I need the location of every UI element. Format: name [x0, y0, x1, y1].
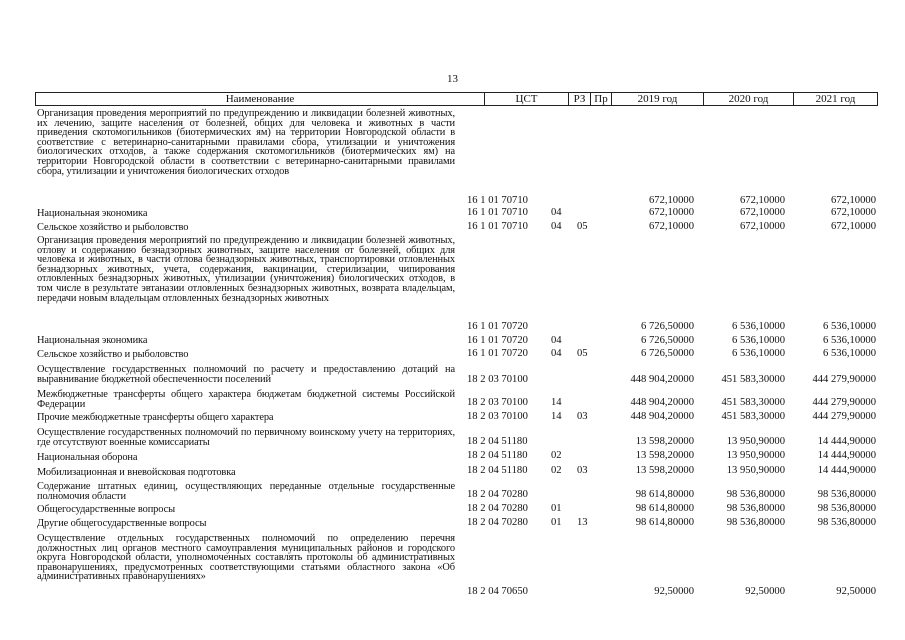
row-2019: 672,10000: [648, 221, 694, 232]
row-rz: 14: [551, 411, 562, 422]
row-2021: 98 536,80000: [817, 489, 876, 500]
row-2021: 14 444,90000: [817, 450, 876, 461]
row-name: Осуществление государственных полномочий по первичному воинскому учету на территориях, где отсутствуют военные комиссариаты: [37, 427, 455, 448]
row-2019: 672,10000: [648, 207, 694, 218]
row-cst: 18 2 04 70650: [467, 586, 528, 597]
row-rz: 04: [551, 221, 562, 232]
row-name: Осуществление государственных полномочий по расчету и предоставлению дотаций на выравнивание бюджетной обеспеченности поселений: [37, 364, 455, 385]
row-2020: 98 536,80000: [726, 517, 785, 528]
row-name: Сельское хозяйство и рыболовство: [37, 349, 189, 360]
row-2020: 6 536,10000: [732, 321, 785, 332]
row-2020: 13 950,90000: [726, 450, 785, 461]
row-2020: 672,10000: [739, 195, 785, 206]
row-2021: 444 279,90000: [812, 397, 876, 408]
row-2020: 6 536,10000: [732, 348, 785, 359]
row-2020: 672,10000: [739, 207, 785, 218]
row-name: Национальная оборона: [37, 452, 138, 463]
row-2021: 98 536,80000: [817, 503, 876, 514]
row-2019: 448 904,20000: [630, 411, 694, 422]
page-number: 13: [447, 73, 458, 85]
row-2020: 92,50000: [745, 586, 785, 597]
row-name: Организация проведения мероприятий по предупреждению и ликвидации болезней животных, отлову и содержанию безнадзорных животных, защите населения от болезней, общих для человека и животных, в части отлова безнадзорных животных, транспортировки отловленных безнадзорных животных, учета, содержания, вакцинации, стерилизации, чипирования отловленных безнадзорных животных, утилизации (уничтожения) биологических отходов, в том числе в результате эвтаназии отловленных безнадзорных животных, возврата владельцам, передачи новым владельцам отловленных безнадзорных животных: [37, 235, 455, 304]
row-cst: 18 2 04 51180: [467, 450, 528, 461]
row-2019: 6 726,50000: [641, 348, 694, 359]
row-2020: 98 536,80000: [726, 503, 785, 514]
row-2019: 6 726,50000: [641, 335, 694, 346]
row-rz: 04: [551, 207, 562, 218]
row-2021: 98 536,80000: [817, 517, 876, 528]
row-name: Осуществление отдельных государственных полномочий по определению перечня должностных лиц органов местного самоуправления муниципальных районов и городского округа Новгородской области, уполномоченных составлять протоколы об административных правонарушениях, предусмотренных соответствующими статьями областного закона «Об административных правонарушениях»: [37, 533, 455, 583]
row-name: Сельское хозяйство и рыболовство: [37, 222, 189, 233]
row-pr: 05: [577, 348, 588, 359]
row-2019: 98 614,80000: [635, 489, 694, 500]
row-2019: 98 614,80000: [635, 503, 694, 514]
row-2019: 13 598,20000: [635, 465, 694, 476]
header-name: Наименование: [36, 93, 485, 105]
row-2021: 14 444,90000: [817, 436, 876, 447]
row-rz: 04: [551, 348, 562, 359]
row-pr: 05: [577, 221, 588, 232]
row-2020: 13 950,90000: [726, 465, 785, 476]
row-pr: 03: [577, 465, 588, 476]
row-2020: 6 536,10000: [732, 335, 785, 346]
row-cst: 18 2 04 70280: [467, 503, 528, 514]
row-2021: 444 279,90000: [812, 374, 876, 385]
row-2019: 448 904,20000: [630, 397, 694, 408]
row-name: Межбюджетные трансферты общего характера бюджетам бюджетной системы Российской Федерации: [37, 389, 455, 410]
row-2021: 672,10000: [830, 221, 876, 232]
row-cst: 18 2 03 70100: [467, 411, 528, 422]
row-cst: 16 1 01 70720: [467, 335, 528, 346]
row-cst: 16 1 01 70720: [467, 321, 528, 332]
row-cst: 16 1 01 70710: [467, 207, 528, 218]
row-rz: 01: [551, 517, 562, 528]
row-name: Мобилизационная и вневойсковая подготовка: [37, 467, 236, 478]
row-2020: 451 583,30000: [721, 397, 785, 408]
row-2021: 6 536,10000: [823, 348, 876, 359]
row-2021: 92,50000: [836, 586, 876, 597]
row-2019: 92,50000: [654, 586, 694, 597]
row-cst: 18 2 04 70280: [467, 489, 528, 500]
row-cst: 18 2 04 51180: [467, 436, 528, 447]
row-cst: 18 2 04 51180: [467, 465, 528, 476]
row-2021: 444 279,90000: [812, 411, 876, 422]
row-2021: 6 536,10000: [823, 335, 876, 346]
row-2020: 98 536,80000: [726, 489, 785, 500]
row-2019: 13 598,20000: [635, 450, 694, 461]
row-cst: 18 2 04 70280: [467, 517, 528, 528]
header-2019: 2019 год: [612, 93, 704, 105]
row-2021: 6 536,10000: [823, 321, 876, 332]
header-pr: Пр: [591, 93, 612, 105]
row-2019: 448 904,20000: [630, 374, 694, 385]
row-cst: 16 1 01 70720: [467, 348, 528, 359]
row-2019: 98 614,80000: [635, 517, 694, 528]
row-name: Общегосударственные вопросы: [37, 504, 176, 515]
row-2019: 6 726,50000: [641, 321, 694, 332]
row-2020: 451 583,30000: [721, 411, 785, 422]
row-2020: 451 583,30000: [721, 374, 785, 385]
row-2021: 672,10000: [830, 195, 876, 206]
row-2021: 14 444,90000: [817, 465, 876, 476]
row-rz: 04: [551, 335, 562, 346]
row-2019: 672,10000: [648, 195, 694, 206]
header-2021: 2021 год: [815, 93, 856, 105]
header-2020: 2020 год: [704, 93, 794, 105]
header-rz: РЗ: [569, 93, 591, 105]
row-rz: 02: [551, 465, 562, 476]
row-name: Национальная экономика: [37, 335, 148, 346]
row-name: Организация проведения мероприятий по предупреждению и ликвидации болезней животных, их лечению, защите населения от болезней, общих для человека и животных в части приведения скотомогильников (биотермических ям) на территории Новгородской области в соответствие с ветеринарно-санитарными правилами сбора, утилизации и уничтожения биологических отходов, а также содержания скотомогильников (биотермических ям) на территории Новгородской области в соответствии с ветеринарно-санитарными правилами сбора, утилизации и уничтожения биологических отходов: [37, 108, 455, 177]
row-2021: 672,10000: [830, 207, 876, 218]
row-pr: 03: [577, 411, 588, 422]
row-2019: 13 598,20000: [635, 436, 694, 447]
row-cst: 18 2 03 70100: [467, 397, 528, 408]
row-rz: 01: [551, 503, 562, 514]
row-name: Национальная экономика: [37, 208, 148, 219]
row-pr: 13: [577, 517, 588, 528]
row-name: Содержание штатных единиц, осуществляющих переданные отдельные государственные полномочия области: [37, 481, 455, 502]
row-cst: 16 1 01 70710: [467, 195, 528, 206]
row-rz: 02: [551, 450, 562, 461]
row-2020: 672,10000: [739, 221, 785, 232]
row-cst: 16 1 01 70710: [467, 221, 528, 232]
header-cst: ЦСТ: [485, 93, 569, 105]
row-name: Прочие межбюджетные трансферты общего характера: [37, 412, 274, 423]
row-cst: 18 2 03 70100: [467, 374, 528, 385]
row-rz: 14: [551, 397, 562, 408]
row-name: Другие общегосударственные вопросы: [37, 518, 207, 529]
row-2020: 13 950,90000: [726, 436, 785, 447]
